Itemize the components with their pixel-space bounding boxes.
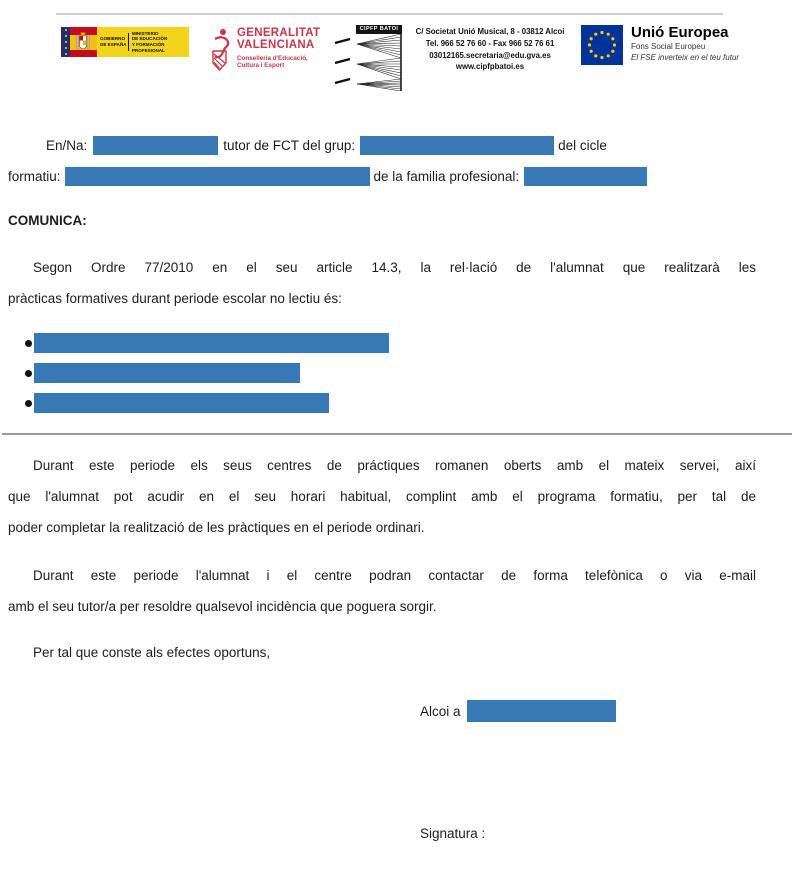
spain-logo-text <box>97 27 189 57</box>
address-line-phone: Tel. 966 52 76 60 - Fax 966 52 76 61 <box>425 38 555 48</box>
spain-coat-of-arms-icon <box>76 31 90 53</box>
address-line-website: www.cipfpbatoi.es <box>455 62 525 72</box>
gva-subtitle-line2: Cultura i Esport <box>237 62 285 70</box>
intro-label-tutor-grup: tutor de FCT del grup: <box>223 138 356 153</box>
student-field-2 <box>34 363 300 383</box>
comunica-heading: COMUNICA: <box>8 213 87 228</box>
paragraph-order <box>8 252 756 314</box>
bullet-icon <box>25 370 32 377</box>
school-address-block <box>398 26 582 73</box>
paragraph-centres-line1: Durant este periode els seus centres de práctiques romanen oberts amb el mateix servei, així <box>33 458 756 473</box>
paragraph-closing-line1: Per tal que conste als efectes oportuns, <box>33 645 271 660</box>
paragraph-contact-line1: Durant este periode l'alumnat i el centre podran contactar de forma telefònica o via e-mail <box>33 568 756 583</box>
address-line-email: 03012165.secretaria@edu.gva.es <box>429 50 551 60</box>
student-field-1 <box>34 333 389 353</box>
intro-label-del-cicle: del cicle <box>558 138 607 153</box>
eu-subtitle: Fons Social Europeu <box>631 42 706 51</box>
gva-title-line1: GENERALITAT <box>237 27 321 39</box>
family-field <box>524 167 647 186</box>
eu-text-block <box>631 24 781 63</box>
paragraph-centres-line2: que l'alumnat pot acudir en el seu horari habitual, complint amb el programa formatiu, per tal de <box>8 489 756 504</box>
eu-title: Unió Europea <box>631 24 729 41</box>
generalitat-valenciana-logo <box>206 27 320 75</box>
spain-logo-blue-strip <box>61 27 70 57</box>
list-item <box>25 363 389 383</box>
paragraph-closing <box>8 637 756 668</box>
spain-ministry-label-line2: DE EDUCACIÓN <box>131 36 168 42</box>
spain-gov-label-line2: DE ESPAÑA <box>100 42 127 47</box>
paragraph-order-line2: pràcticas formatives durant periode escolar no lectiu és: <box>8 291 342 306</box>
paragraph-contact-line2: amb el seu tutor/a per resoldre qualsevol incidència que poguera sorgir. <box>8 599 437 614</box>
section-divider <box>2 433 792 435</box>
intro-label-formatiu: formatiu: <box>8 169 61 184</box>
tutor-name-field <box>93 136 218 155</box>
group-field <box>360 136 554 155</box>
signature-label: Signatura : <box>420 826 486 841</box>
eu-flag-icon <box>581 25 623 65</box>
header-rule <box>56 13 723 15</box>
gva-emblem-icon <box>206 27 232 75</box>
spain-gov-label-line1: GOBIERNO <box>100 36 126 42</box>
intro-line-1 <box>46 136 607 155</box>
cipfp-batoi-logo <box>334 17 404 91</box>
spain-flag-icon <box>70 27 97 57</box>
spain-ministry-label-line3: Y FORMACIÓN PROFESIONAL <box>131 42 165 53</box>
intro-label-en-na: En/Na: <box>46 138 88 153</box>
spain-government-logo <box>61 27 189 57</box>
bullet-icon <box>25 340 32 347</box>
batoi-logo-label: CIPFP BATOI <box>356 25 402 34</box>
eu-tagline: El FSE inverteix en el teu futur <box>631 53 740 62</box>
date-field <box>467 700 616 722</box>
intro-label-familia: de la familia profesional: <box>373 169 520 184</box>
list-item <box>25 333 389 353</box>
paragraph-centres-line3: poder completar la realització de les pràctiques en el periode ordinari. <box>8 520 425 535</box>
cycle-field <box>65 167 370 186</box>
bullet-icon <box>25 400 32 407</box>
paragraph-contact <box>8 560 756 622</box>
gva-title-line2: VALENCIANA <box>237 39 315 51</box>
student-field-3 <box>34 393 329 413</box>
spain-ministry-label-line1: MINISTERIO <box>131 30 159 36</box>
paragraph-order-line1: Segon Ordre 77/2010 en el seu article 14.3, la rel·lació de l'alumnat que realitzarà les <box>33 260 756 275</box>
intro-line-2 <box>8 167 647 186</box>
address-line-street: C/ Societat Unió Musical, 8 - 03812 Alcoi <box>415 27 565 36</box>
gva-subtitle-line1: Conselleria d'Educació, <box>237 55 308 62</box>
student-list <box>25 333 389 423</box>
place-date-line <box>420 700 616 722</box>
place-label: Alcoi a <box>420 703 461 719</box>
list-item <box>25 393 389 413</box>
paragraph-centres <box>8 450 756 543</box>
